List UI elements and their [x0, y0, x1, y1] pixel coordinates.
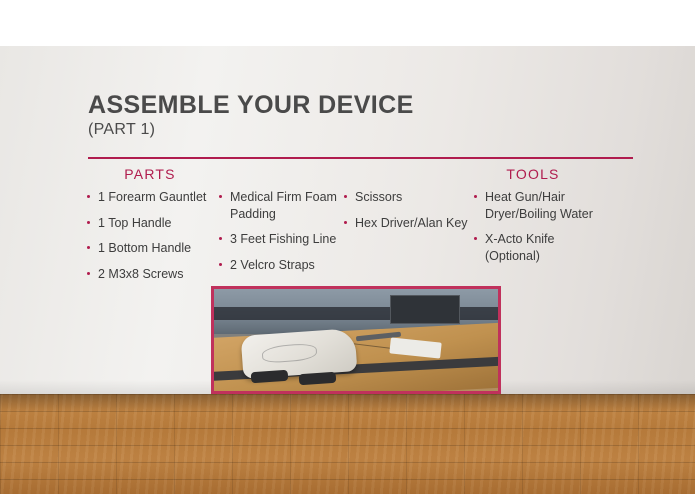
tools-heading: TOOLS [506, 166, 560, 182]
list-item: 1 Forearm Gauntlet [84, 189, 216, 206]
list-item: Hex Driver/Alan Key [341, 215, 471, 232]
slide-top-strip [0, 0, 695, 46]
content-columns [84, 166, 639, 291]
device-photo [211, 286, 501, 394]
photo-handle-pad-2 [299, 371, 337, 385]
floor-shadow [0, 394, 695, 412]
parts-list-left [84, 189, 216, 282]
parts-list-right [216, 189, 341, 273]
photo-handle-pad-1 [251, 369, 289, 383]
list-item: 2 M3x8 Screws [84, 266, 216, 283]
parts-heading: PARTS [124, 166, 176, 182]
list-item: X-Acto Knife (Optional) [471, 231, 595, 264]
parts-column-right [216, 166, 341, 282]
page-title: ASSEMBLE YOUR DEVICE [88, 91, 414, 119]
title-block [88, 92, 638, 139]
page-subtitle: (PART 1) [88, 121, 156, 139]
tools-list-left [341, 189, 471, 231]
photo-monitor [390, 295, 460, 324]
list-item: Scissors [341, 189, 471, 206]
parts-column-left [84, 166, 216, 291]
tools-column-right [471, 166, 595, 273]
list-item: 2 Velcro Straps [216, 257, 341, 274]
device-photo-image [214, 289, 498, 391]
tools-column-left [341, 166, 471, 240]
title-divider [88, 157, 633, 159]
list-item: 1 Bottom Handle [84, 240, 216, 257]
list-item: 3 Feet Fishing Line [216, 231, 341, 248]
background-wood-floor [0, 394, 695, 494]
list-item: 1 Top Handle [84, 215, 216, 232]
list-item: Heat Gun/Hair Dryer/Boiling Water [471, 189, 595, 222]
tools-list-right [471, 189, 595, 264]
list-item: Medical Firm Foam Padding [216, 189, 341, 222]
